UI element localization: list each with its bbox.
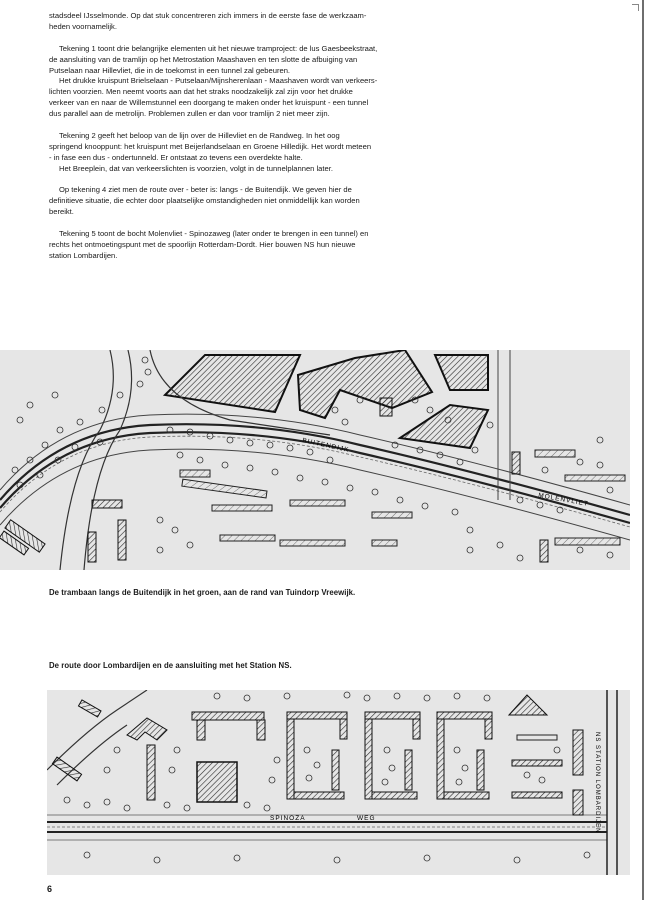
page-number: 6: [47, 884, 53, 894]
text-line: dus parallel aan de metrolijn. Problemen zullen er dan voor tramlijn 2 niet meer zijn.: [49, 109, 330, 119]
corner-mark: [632, 4, 639, 11]
text-line: Putselaan naar Hillevliet, die in de toekomst in een tunnel zal gebeuren.: [49, 65, 291, 75]
figure-1-caption: De trambaan langs de Buitendijk in het groen, aan de rand van Tuindorp Vreewijk.: [49, 588, 356, 597]
text-line: Tekening 2 geeft het beloop van de lijn over de Hillevliet en de Randweg. In het oog: [59, 130, 340, 140]
body-text: [49, 11, 455, 273]
figure-2-caption: De route door Lombardijen en de aansluiting met het Station NS.: [49, 661, 292, 670]
text-line: rechts het ontmoetingspunt met de spoorlijn Rotterdam-Dordt. Hier bouwen NS hun nieuwe: [49, 239, 356, 249]
text-line: Het drukke kruispunt Brielselaan - Putselaan/Mijnsherenlaan - Maashaven wordt van verkeers-: [59, 76, 378, 86]
paragraph-2: [49, 44, 455, 120]
paragraph-3: [49, 131, 455, 175]
site-plan-buitendijk-drawing: [0, 350, 630, 570]
paragraph-5: [49, 229, 455, 262]
street-label-molenvliet: MOLENVLIET: [537, 492, 590, 508]
text-line: Het Breeplein, dat van verkeerslichten is voorzien, volgt in de tunnelplannen later.: [59, 163, 333, 173]
text-line: Op tekening 4 ziet men de route over - beter is: langs - de Buitendijk. We geven hier de: [59, 185, 352, 195]
text-line: Tekening 1 toont drie belangrijke elementen uit het nieuwe tramproject: de lus Gaesbeekstraat,: [59, 43, 378, 53]
paragraph-4: [49, 185, 455, 218]
site-plan-buitendijk: [0, 350, 630, 570]
text-line: stadsdeel IJsselmonde. Op dat stuk concentreren zich immers in de eerste fase de werkzaam-: [49, 11, 367, 20]
text-line: springend knooppunt: het kruispunt met Beijerlandselaan en Groene Hilledijk. Het wordt meteen: [49, 141, 372, 151]
paragraph-1: [49, 11, 455, 33]
station-label: NS STATION LOMBARDIJEN: [594, 732, 600, 834]
text-line: lichten voorzien. Men neemt voorts aan dat het straks noodzakelijk zal zijn voor het drukke: [49, 87, 353, 97]
text-line: de aansluiting van de tramlijn op het Metrostation Maashaven en ten slotte de afbuiging van: [49, 54, 358, 64]
text-line: station Lombardijen.: [49, 250, 118, 260]
site-plan-lombardijen-drawing: [47, 690, 630, 875]
street-label-weg: WEG: [357, 815, 376, 822]
text-line: bereikt.: [49, 207, 74, 217]
text-line: - in fase een dus - ondertunneld. Er ontstaat zo tevens een overdekte halte.: [49, 152, 303, 162]
site-plan-lombardijen: [47, 690, 630, 875]
text-line: heden voornamelijk.: [49, 21, 117, 31]
street-label-buitendijk: BUITENDIJK: [301, 437, 350, 454]
text-line: definitieve situatie, die echter door plaatselijke omstandigheden niet onmiddellijk kan worden: [49, 196, 360, 206]
text-line: verkeer van en naar de Willemstunnel een doorgang te maken onder het kruispunt - een tunnel: [49, 98, 369, 108]
street-label-spinoza: SPINOZA: [270, 815, 306, 822]
text-line: Tekening 5 toont de bocht Molenvliet - Spinozaweg (later onder te brengen in een tunnel) en: [59, 229, 369, 239]
